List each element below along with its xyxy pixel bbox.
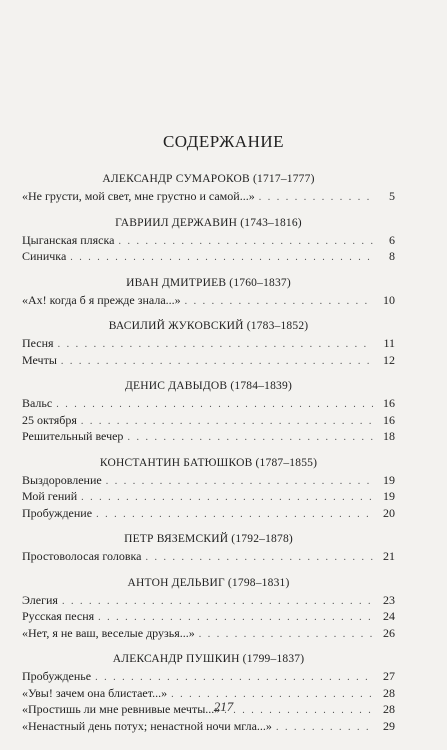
author-heading: АЛЕКСАНДР ПУШКИН (1799–1837) [112,653,305,665]
author-heading: АЛЕКСАНДР СУМАРОКОВ (1717–1777) [102,173,315,185]
author-heading: ВАСИЛИЙ ЖУКОВСКИЙ (1783–1852) [108,320,309,332]
dot-leader [185,294,373,310]
toc-entry [22,669,395,686]
toc-entry [22,189,395,206]
entry-title: Песня [22,336,54,350]
entry-title: Цыганская пляска [22,232,115,247]
entry-page: 16 [383,396,395,410]
entry-title: 25 октября [22,412,77,427]
entry-page: 19 [383,472,395,487]
entry-page: 21 [383,549,395,563]
dot-leader [199,627,373,643]
entry-title: «Увы! зачем она блистает...» [22,685,168,700]
toc-section [22,456,395,523]
entry-page: 6 [389,232,395,247]
toc-section [22,216,395,266]
toc-section [22,379,395,446]
dot-leader [81,490,373,506]
dot-leader [56,397,373,413]
toc-section [22,652,395,735]
entry-title: «Нет, я не ваш, веселые друзья...» [22,625,195,640]
entry-title: «Ненастный день потух; ненастной ночи мгла...» [22,718,272,733]
toc-section [22,319,395,369]
dot-leader [62,594,373,610]
entry-title: Простоволосая головка [22,549,142,563]
toc-entry [22,593,395,610]
entry-page: 28 [383,702,395,716]
entry-title: «Простишь ли мне ревнивые мечты...» [22,702,221,716]
author-heading: ПЕТР ВЯЗЕМСКИЙ (1792–1878) [124,533,293,545]
author-heading: ИВАН ДМИТРИЕВ (1760–1837) [126,276,291,289]
entry-page: 19 [383,489,395,503]
page-number: 217 [213,699,234,714]
toc-entry [22,293,395,310]
dot-leader [96,507,373,523]
toc-entry [22,413,395,430]
author-heading: ГАВРИИЛ ДЕРЖАВИН (1743–1816) [115,216,302,229]
dot-leader [276,720,373,736]
toc-section [22,276,395,310]
dot-leader [81,414,373,430]
toc-section [22,172,395,206]
dot-leader [58,337,373,353]
dot-leader [61,354,373,370]
toc-entry [22,609,395,626]
toc-entry [22,549,395,566]
dot-leader [98,610,373,626]
toc-entry [22,489,395,506]
toc-entry [22,353,395,370]
toc-entry [22,396,395,413]
toc-section [22,576,395,643]
entry-page: 20 [383,505,395,520]
entry-title: Мечты [22,352,57,367]
entry-page: 12 [383,352,395,367]
toc-entry [22,429,395,446]
toc-entry [22,719,395,736]
table-of-contents [22,172,395,735]
author-heading: АНТОН ДЕЛЬВИГ (1798–1831) [127,576,290,589]
entry-page: 27 [383,669,395,683]
toc-entry [22,233,395,250]
entry-title: Синичка [22,249,67,263]
toc-entry [22,506,395,523]
entry-title: Русская песня [22,609,95,623]
dot-leader [95,670,373,686]
entry-title: Решительный вечер [22,429,124,443]
entry-title: Элегия [22,592,58,607]
entry-title: Мой гений [22,489,78,503]
entry-page: 26 [383,625,395,640]
entry-page: 24 [383,609,395,623]
entry-page: 29 [383,718,395,733]
entry-title: Пробужденье [22,669,92,683]
entry-page: 10 [383,292,395,307]
toc-entry [22,249,395,266]
entry-title: «Ах! когда б я прежде знала...» [22,292,181,307]
entry-title: Выздоровление [22,472,102,487]
dot-leader [70,250,373,266]
entry-title: Пробуждение [22,505,93,520]
entry-page: 16 [383,412,395,427]
dot-leader [259,190,373,206]
toc-entry [22,473,395,490]
toc-section [22,532,395,566]
dot-leader [127,430,373,446]
entry-title: «Не грусти, мой свет, мне грустно и самой...» [22,189,255,203]
dot-leader [146,550,373,566]
toc-entry [22,336,395,353]
entry-page: 11 [383,336,395,350]
dot-leader [106,474,373,490]
page-title: СОДЕРЖАНИЕ [162,132,285,151]
entry-page: 5 [389,189,395,203]
author-heading: КОНСТАНТИН БАТЮШКОВ (1787–1855) [99,456,318,469]
entry-page: 23 [383,592,395,607]
toc-entry [22,626,395,643]
entry-page: 8 [389,249,395,263]
entry-page: 18 [383,429,395,443]
entry-page: 28 [383,685,395,700]
entry-title: Вальс [22,396,53,410]
author-heading: ДЕНИС ДАВЫДОВ (1784–1839) [125,380,292,392]
dot-leader [118,234,373,250]
